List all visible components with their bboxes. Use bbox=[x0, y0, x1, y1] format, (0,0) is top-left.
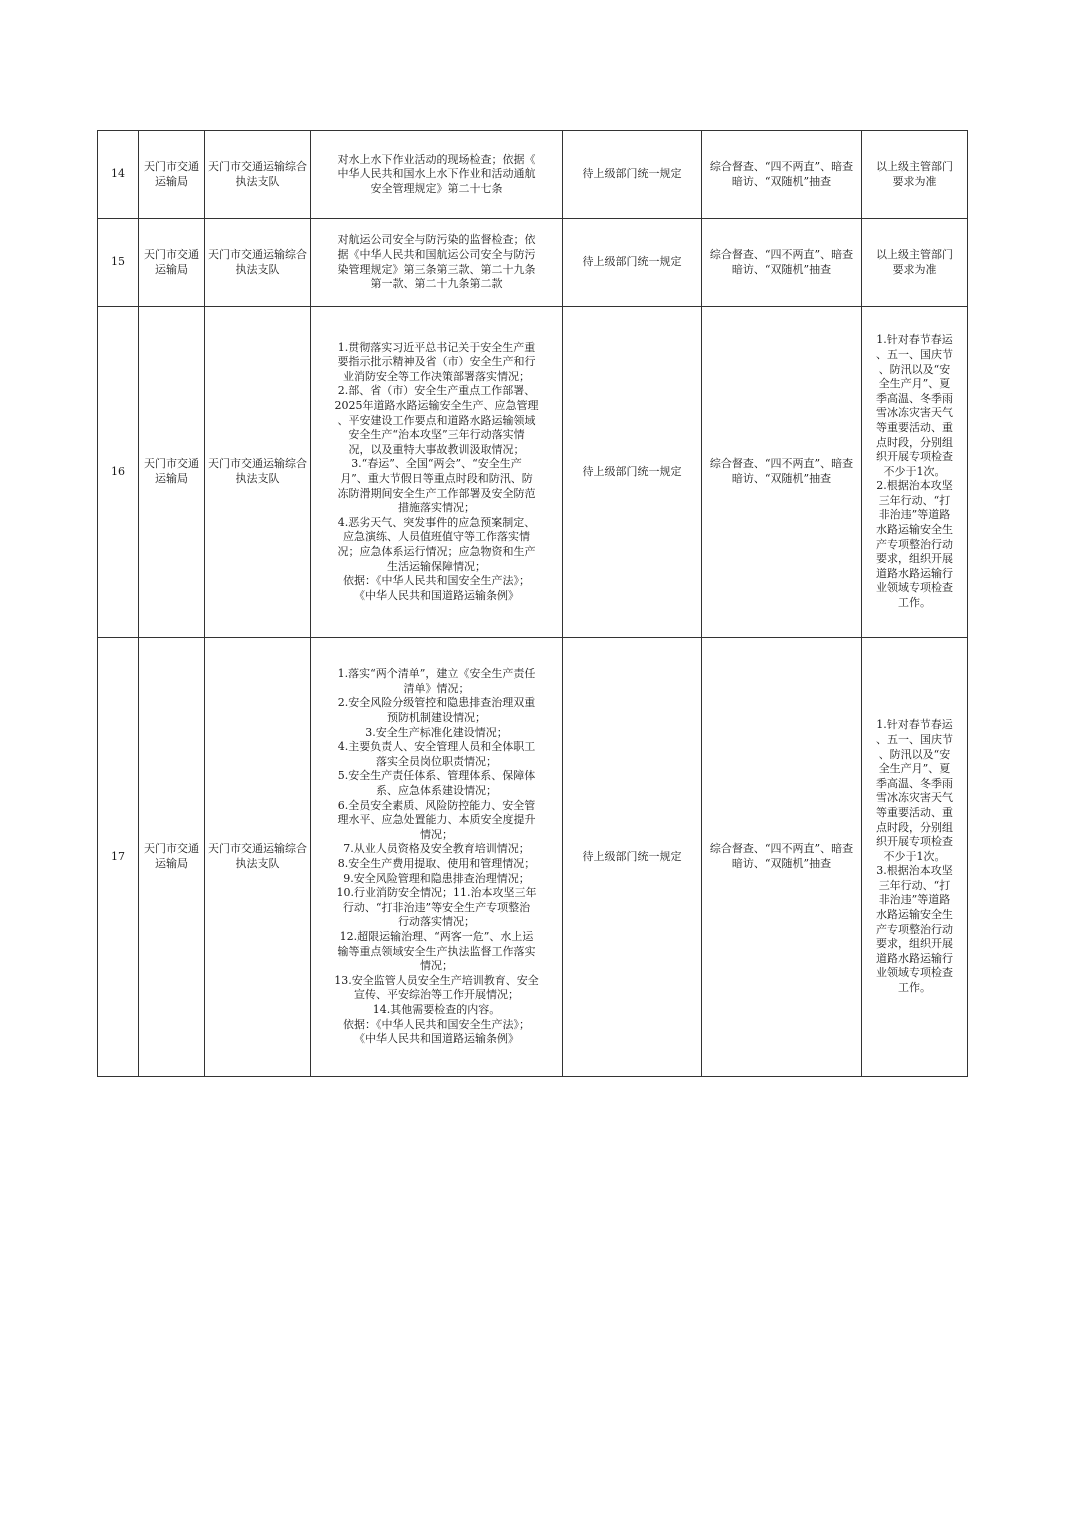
schedule-cell bbox=[563, 307, 702, 638]
notes-cell-line: 雪冰冻灾害天气 bbox=[876, 791, 953, 805]
notes-cell bbox=[862, 307, 968, 638]
method-cell-text: 综合督查、“四不两直”、暗查暗访、“双随机”抽查 bbox=[709, 247, 854, 276]
notes-cell-line: 等重要活动、重 bbox=[876, 805, 953, 819]
notes-cell-line: 全生产月”、夏 bbox=[878, 762, 951, 776]
notes-cell-line: 工作。 bbox=[898, 596, 931, 610]
notes-cell-line: 、五一、国庆节 bbox=[876, 347, 953, 361]
notes-cell bbox=[862, 219, 968, 307]
table-row bbox=[98, 219, 968, 307]
schedule-cell-text: 待上级部门统一规定 bbox=[582, 255, 682, 269]
inspection-content-cell-line: 4.恶劣天气、突发事件的应急预案制定、 bbox=[337, 515, 536, 529]
notes-cell-line: 水路运输安全生 bbox=[876, 908, 953, 922]
inspection-content-cell-line: 10.行业消防安全情况；11.治本攻坚三年 bbox=[336, 886, 537, 900]
inspection-content-cell-line: 理水平、应急处置能力、本质安全度提升 bbox=[337, 813, 536, 827]
inspection-content-cell-line: 5.安全生产责任体系、管理体系、保障体 bbox=[337, 769, 536, 783]
inspection-content-cell-line: 2.部、省（市）安全生产重点工作部署、 bbox=[337, 384, 536, 398]
schedule-cell bbox=[563, 638, 702, 1077]
row-number-cell-text: 14 bbox=[111, 167, 125, 181]
inspection-content-cell-line: 1.贯彻落实习近平总书记关于安全生产重 bbox=[337, 340, 536, 354]
inspection-content-cell bbox=[311, 638, 563, 1077]
notes-cell-line: 、五一、国庆节 bbox=[876, 732, 953, 746]
row-number-cell bbox=[98, 638, 139, 1077]
inspection-content-cell-line: 4.主要负责人、安全管理人员和全体职工 bbox=[337, 740, 536, 754]
notes-cell-line: 3.根据治本攻坚 bbox=[876, 864, 953, 878]
inspection-content-cell-line: 输等重点领域安全生产执法监督工作落实 bbox=[337, 944, 536, 958]
notes-cell-line: 织开展专项检查 bbox=[876, 450, 953, 464]
inspection-content-cell-line: 冻防滑期间安全生产工作部署及安全防范 bbox=[337, 486, 536, 500]
inspection-content-cell bbox=[311, 131, 563, 219]
inspection-content-cell-line: 3.“春运”、全国“两会”、“安全生产 bbox=[351, 457, 522, 471]
inspection-content-cell-line: 行动、“打非治违”等安全生产专项整治 bbox=[342, 900, 531, 914]
method-cell bbox=[702, 638, 862, 1077]
notes-cell-line: 季高温、冬季雨 bbox=[876, 776, 953, 790]
inspection-content-cell-line: 据《中华人民共和国航运公司安全与防污 bbox=[337, 247, 536, 261]
notes-cell-line: 要求为准 bbox=[892, 262, 937, 276]
enforcement-body-cell bbox=[205, 307, 311, 638]
schedule-cell-text: 待上级部门统一规定 bbox=[582, 849, 682, 863]
inspection-content-cell-line: 6.全员安全素质、风险防控能力、安全管 bbox=[337, 798, 536, 812]
row-number-cell bbox=[98, 219, 139, 307]
enforcement-body-cell bbox=[205, 638, 311, 1077]
method-cell bbox=[702, 219, 862, 307]
schedule-cell bbox=[563, 219, 702, 307]
notes-cell-line: 要求为准 bbox=[892, 174, 937, 188]
department-cell bbox=[139, 219, 205, 307]
inspection-content-cell-line: 8.安全生产费用提取、使用和管理情况； bbox=[337, 857, 536, 870]
notes-cell-line: 三年行动、“打 bbox=[878, 493, 951, 507]
department-cell bbox=[139, 307, 205, 638]
inspection-content-cell bbox=[311, 219, 563, 307]
inspection-content-cell-line: 、平安建设工作要点和道路水路运输领域 bbox=[337, 413, 536, 427]
inspection-table bbox=[97, 130, 968, 1077]
notes-cell-line: 产专项整治行动 bbox=[876, 537, 953, 551]
inspection-content-cell-line: 12.超限运输治理、“两客一危”、水上运 bbox=[339, 929, 534, 943]
inspection-content-cell-line: 行动落实情况； bbox=[398, 915, 475, 929]
inspection-content-cell-line: 况；应急体系运行情况；应急物资和生产 bbox=[337, 544, 536, 558]
inspection-content-cell-line: 依据：《中华人民共和国安全生产法》； bbox=[343, 1017, 530, 1031]
notes-cell-line: 季高温、冬季雨 bbox=[876, 391, 953, 405]
notes-cell-line: 不少于1次。 bbox=[883, 464, 946, 478]
inspection-content-cell-line: 宣传、平安综治等工作开展情况； bbox=[354, 988, 519, 1002]
notes-cell-line: 业领域专项检查 bbox=[876, 581, 953, 595]
notes-cell-line: 业领域专项检查 bbox=[876, 966, 953, 980]
inspection-content-cell-line: 要指示批示精神及省（市）安全生产和行 bbox=[337, 355, 536, 369]
schedule-cell bbox=[563, 131, 702, 219]
notes-cell-line: 以上级主管部门 bbox=[876, 159, 953, 173]
enforcement-body-cell-text: 天门市交通运输综合执法支队 bbox=[208, 842, 307, 870]
notes-cell-line: 点时段，分别组 bbox=[876, 820, 953, 834]
notes-cell-line: 全生产月”、夏 bbox=[878, 377, 951, 391]
notes-cell-line: 等重要活动、重 bbox=[876, 420, 953, 434]
inspection-content-cell-line: 14.其他需要检查的内容。 bbox=[372, 1002, 501, 1016]
inspection-content-cell-line: 况，以及重特大事故教训汲取情况； bbox=[348, 442, 525, 456]
inspection-content-cell-line: 13.安全监管人员安全生产培训教育、安全 bbox=[334, 973, 539, 987]
inspection-content-cell-line: 清单》情况； bbox=[403, 681, 470, 695]
department-cell bbox=[139, 638, 205, 1077]
notes-cell-line: 1.针对春节春运 bbox=[876, 333, 953, 347]
inspection-content-cell-line: 业消防安全等工作决策部署落实情况； bbox=[343, 369, 530, 383]
department-cell bbox=[139, 131, 205, 219]
inspection-content-cell-line: 应急演练、人员值班值守等工作落实情 bbox=[343, 530, 530, 544]
notes-cell-line: 要求，组织开展 bbox=[876, 937, 953, 951]
row-number-cell-text: 16 bbox=[111, 464, 125, 478]
inspection-content-cell-line: 第一款、第二十九条第二款 bbox=[370, 277, 503, 291]
inspection-content-cell-line: 安全管理规定》第二十七条 bbox=[370, 181, 503, 195]
inspection-content-cell-line: 7.从业人员资格及安全教育培训情况； bbox=[343, 842, 530, 856]
table-body bbox=[98, 131, 968, 1077]
notes-cell-line: 道路水路运输行 bbox=[876, 951, 953, 965]
schedule-cell-text: 待上级部门统一规定 bbox=[582, 464, 682, 478]
inspection-content-cell-line: 措施落实情况； bbox=[398, 501, 475, 515]
method-cell-text: 综合督查、“四不两直”、暗查暗访、“双随机”抽查 bbox=[709, 159, 854, 188]
inspection-content-cell-line: 中华人民共和国水上水下作业和活动通航 bbox=[337, 167, 536, 181]
notes-cell bbox=[862, 638, 968, 1077]
inspection-content-cell-line: 《中华人民共和国道路运输条例》 bbox=[354, 1032, 519, 1046]
inspection-content-cell-line: 系、应急体系建设情况； bbox=[376, 784, 497, 798]
inspection-content-cell-line: 月”、重大节假日等重点时段和防汛、防 bbox=[340, 472, 533, 485]
inspection-content-cell-line: 2025年道路水路运输安全生产、应急管理 bbox=[334, 399, 539, 413]
enforcement-body-cell bbox=[205, 131, 311, 219]
notes-cell-line: 以上级主管部门 bbox=[876, 247, 953, 261]
notes-cell bbox=[862, 131, 968, 219]
inspection-content-cell-line: 1.落实“两个清单”，建立《安全生产责任 bbox=[337, 667, 536, 681]
inspection-content-cell-line: 2.安全风险分级管控和隐患排查治理双重 bbox=[337, 696, 536, 710]
table-row bbox=[98, 638, 968, 1077]
row-number-cell-text: 15 bbox=[111, 255, 125, 269]
row-number-cell bbox=[98, 131, 139, 219]
inspection-content-cell-line: 3.安全生产标准化建设情况； bbox=[365, 725, 508, 739]
notes-cell-line: 1.针对春节春运 bbox=[876, 718, 953, 732]
inspection-content-cell-line: 《中华人民共和国道路运输条例》 bbox=[354, 588, 519, 602]
inspection-content-cell bbox=[311, 307, 563, 638]
inspection-content-cell-line: 9.安全风险管理和隐患排查治理情况； bbox=[343, 871, 530, 885]
method-cell-text: 综合督查、“四不两直”、暗查暗访、“双随机”抽查 bbox=[709, 457, 854, 485]
notes-cell-line: 、防汛以及“安 bbox=[878, 747, 951, 761]
department-cell-text: 天门市交通运输局 bbox=[144, 457, 199, 485]
table-row bbox=[98, 131, 968, 219]
method-cell bbox=[702, 131, 862, 219]
inspection-content-cell-line: 预防机制建设情况； bbox=[387, 711, 486, 725]
notes-cell-line: 三年行动、“打 bbox=[878, 878, 951, 892]
inspection-content-cell-line: 对水上水下作业活动的现场检查；依据《 bbox=[337, 152, 536, 166]
row-number-cell bbox=[98, 307, 139, 638]
department-cell-text: 天门市交通运输局 bbox=[144, 247, 199, 276]
enforcement-body-cell-text: 天门市交通运输综合执法支队 bbox=[208, 457, 307, 485]
inspection-content-cell-line: 染管理规定》第三条第三款、第二十九条 bbox=[337, 262, 536, 276]
notes-cell-line: 水路运输安全生 bbox=[876, 523, 953, 537]
notes-cell-line: 要求，组织开展 bbox=[876, 552, 953, 566]
method-cell bbox=[702, 307, 862, 638]
inspection-content-cell-line: 生活运输保障情况； bbox=[387, 559, 486, 573]
department-cell-text: 天门市交通运输局 bbox=[144, 842, 199, 870]
notes-cell-line: 非治违”等道路 bbox=[878, 508, 951, 522]
row-number-cell-text: 17 bbox=[111, 849, 125, 863]
notes-cell-line: 工作。 bbox=[898, 981, 931, 995]
notes-cell-line: 产专项整治行动 bbox=[876, 922, 953, 936]
inspection-content-cell-line: 安全生产“治本攻坚”三年行动落实情 bbox=[348, 428, 525, 442]
notes-cell-line: 、防汛以及“安 bbox=[878, 362, 951, 376]
notes-cell-line: 道路水路运输行 bbox=[876, 566, 953, 580]
enforcement-body-cell-text: 天门市交通运输综合执法支队 bbox=[208, 159, 307, 188]
notes-cell-line: 不少于1次。 bbox=[883, 849, 946, 863]
notes-cell-line: 雪冰冻灾害天气 bbox=[876, 406, 953, 420]
table-row bbox=[98, 307, 968, 638]
notes-cell-line: 2.根据治本攻坚 bbox=[876, 479, 953, 493]
department-cell-text: 天门市交通运输局 bbox=[144, 159, 199, 188]
schedule-cell-text: 待上级部门统一规定 bbox=[582, 167, 682, 181]
notes-cell-line: 点时段，分别组 bbox=[876, 435, 953, 449]
enforcement-body-cell bbox=[205, 219, 311, 307]
notes-cell-line: 织开展专项检查 bbox=[876, 835, 953, 849]
method-cell-text: 综合督查、“四不两直”、暗查暗访、“双随机”抽查 bbox=[709, 842, 854, 870]
enforcement-body-cell-text: 天门市交通运输综合执法支队 bbox=[208, 247, 307, 276]
inspection-content-cell-line: 对航运公司安全与防污染的监督检查；依 bbox=[337, 233, 536, 247]
inspection-content-cell-line: 情况； bbox=[420, 959, 453, 973]
inspection-content-cell-line: 依据：《中华人民共和国安全生产法》； bbox=[343, 574, 530, 588]
inspection-content-cell-line: 情况； bbox=[420, 827, 453, 841]
inspection-content-cell-line: 落实全员岗位职责情况； bbox=[376, 754, 497, 768]
notes-cell-line: 非治违”等道路 bbox=[878, 893, 951, 907]
